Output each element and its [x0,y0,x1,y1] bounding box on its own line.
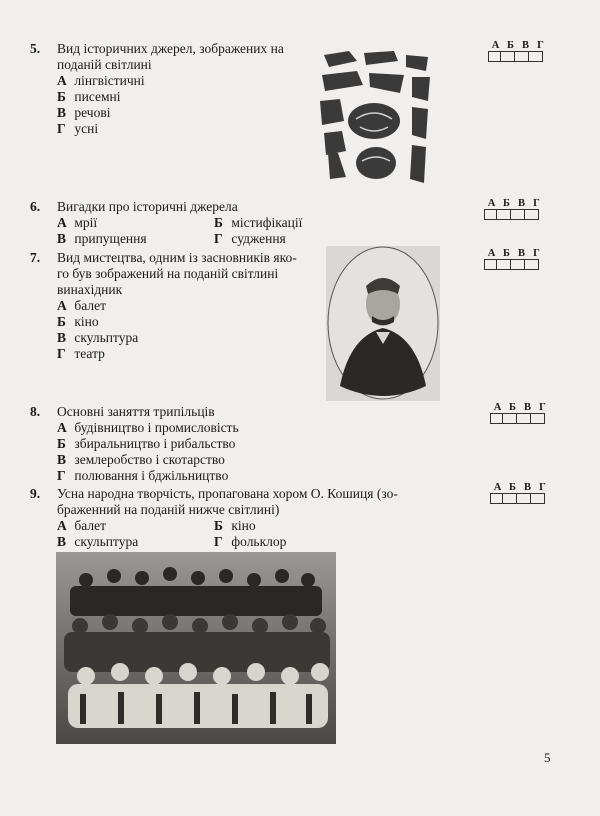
q9-option-c: В скульптура [57,534,139,549]
q8-box-d[interactable] [531,413,545,424]
q7-stem [30,250,40,266]
vessel-2 [356,147,396,179]
vessel-1 [348,103,400,139]
q6-box-c[interactable] [511,209,525,220]
q5-number: 5. [30,41,41,56]
figurine-1 [328,153,346,179]
q6-box-d[interactable] [525,209,539,220]
q8-box-b[interactable] [503,413,517,424]
q7-box-c[interactable] [511,259,525,270]
q5-answer-grid[interactable] [488,40,548,62]
q6-option-b: Б містифікації [214,215,303,230]
shard-1 [324,51,357,67]
q5-answer-letters: А Б В Г [491,40,544,51]
q6-box-b[interactable] [497,209,511,220]
q8-option-d: Г полювання і бджільництво [57,468,229,483]
q9-box-d[interactable] [531,493,545,504]
q6-box-a[interactable] [484,209,497,220]
q8-box-a[interactable] [490,413,503,424]
q5-box-b[interactable] [501,51,515,62]
q7-option-a: А балет [57,298,106,313]
q9-option-a: А балет [57,518,106,533]
page-number: 5 [544,750,551,765]
shard-3 [406,55,428,71]
shard-7 [320,99,344,125]
koshyts-choir-photo [56,552,336,744]
q5-box-d[interactable] [529,51,543,62]
q6-answer-grid[interactable] [484,198,544,220]
q8-text-line1: Основні заняття трипільців [57,404,215,419]
q9-option-b: Б кіно [214,518,256,533]
q6-stem [30,199,40,215]
q9-box-a[interactable] [490,493,503,504]
q7-answer-grid[interactable] [484,248,544,270]
q5-text-line1: Вид історичних джерел, зображених на [57,41,284,56]
shard-8 [412,107,428,139]
choir-middle-row [64,614,330,672]
q7-box-a[interactable] [484,259,497,270]
q8-stem [30,404,40,420]
q9-box-b[interactable] [503,493,517,504]
shard-9 [324,131,346,155]
q9-text-line2: браженний на поданій нижче світлині) [57,502,280,517]
q8-number: 8. [30,404,41,419]
q8-option-b: Б збиральництво і рибальство [57,436,236,451]
q9-answer-grid[interactable] [490,482,550,504]
q7-option-d: Г театр [57,346,105,361]
q8-box-c[interactable] [517,413,531,424]
q7-answer-letters: А Б В Г [487,248,540,259]
q6-text-line1: Вигадки про історичні джерела [57,199,238,214]
q7-option-c: В скульптура [57,330,139,345]
q9-number: 9. [30,486,41,501]
q6-answer-letters: А Б В Г [487,198,540,209]
shard-4 [322,71,363,91]
q5-option-c: В речові [57,105,111,120]
q6-number: 6. [30,199,41,214]
q7-option-b: Б кіно [57,314,99,329]
q8-answer-letters: А Б В Г [493,402,546,413]
q9-option-d: Г фольклор [214,534,287,549]
q8-answer-grid[interactable] [490,402,550,424]
q5-option-a: А лінгвістичні [57,73,145,88]
q6-option-c: В припущення [57,231,147,246]
q7-text-line3: винахідник [57,282,123,297]
shard-5 [369,73,404,93]
q5-box-a[interactable] [488,51,501,62]
q9-text-line1: Усна народна творчість, пропагована хором О. Кошиця (зо- [57,486,398,501]
q7-box-d[interactable] [525,259,539,270]
q7-text-line2: го був зображений на поданій світлині [57,266,279,281]
q6-option-a: А мрії [57,215,98,230]
q5-text-line2: поданій світлині [57,57,152,72]
q7-box-b[interactable] [497,259,511,270]
q8-option-c: В землеробство і скотарство [57,452,225,467]
q5-stem [30,41,40,57]
figurine-2 [410,145,426,183]
inventor-portrait-image [326,246,440,401]
q7-text-line1: Вид мистецтва, одним із засновників яко- [57,250,297,265]
pottery-fragments-image [314,45,436,190]
choir-back-row [70,567,322,616]
q9-stem [30,486,40,502]
q5-option-d: Г усні [57,121,99,136]
q8-option-a: А будівництво і промисловість [57,420,239,435]
shard-6 [412,77,430,101]
q6-option-d: Г судження [214,231,286,246]
shard-2 [364,51,398,65]
q9-box-c[interactable] [517,493,531,504]
q7-number: 7. [30,250,41,265]
q5-box-c[interactable] [515,51,529,62]
q5-option-b: Б писемні [57,89,121,104]
q9-answer-letters: А Б В Г [493,482,546,493]
